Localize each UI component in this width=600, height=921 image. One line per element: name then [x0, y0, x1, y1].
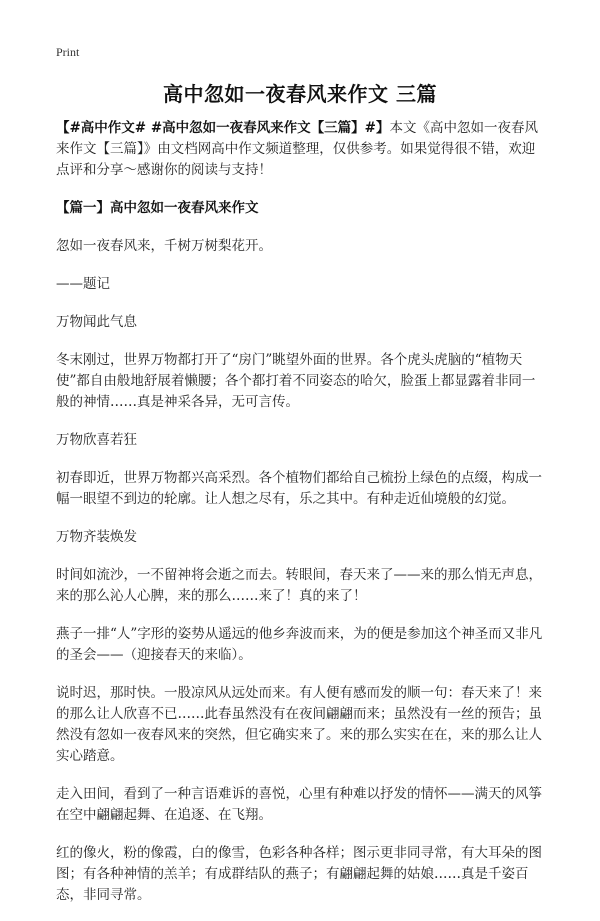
subheading: 万物齐装焕发 [56, 529, 137, 545]
document-body [56, 118, 546, 921]
body-paragraph: 说时迟，那时快。一股凉风从远处而来。有人便有感而发的顺一句：春天来了！来的那么让人欣喜不已……此春虽然没有在夜间翩翩而来；虽然没有一丝的预告；虽然没有忽如一夜春风来的突然，但它确实来了。来的那么实实在在，来的那么让人实心踏意。 [56, 685, 542, 764]
body-paragraph: 冬末刚过，世界万物都打开了“房门”眺望外面的世界。各个虎头虎脑的“植物天使”都自由般地舒展着懒腰；各个都打着不同姿态的哈欠，脸蛋上都显露着非同一般的神情……真是神采各异，无可言传。 [56, 352, 536, 410]
epigraph-attribution: ——题记 [56, 276, 110, 292]
body-paragraph: 时间如流沙，一不留神将会逝之而去。转眼间，春天来了——来的那么悄无声息，来的那么沁人心脾，来的那么……来了！真的来了！ [56, 567, 542, 604]
intro-paragraph [56, 118, 546, 181]
intro-text: 本文《高中忽如一夜春风来作文【三篇】》由文档网高中作文频道整理，仅供参考。如果觉得很不错，欢迎点评和分享～感谢你的阅读与支持！ [56, 120, 538, 178]
subheading: 万物闻此气息 [56, 314, 137, 330]
body-paragraph: 燕子一排“人”字形的姿势从遥远的他乡奔波而来，为的便是参加这个神圣而又非凡的圣会——（迎接春天的来临）。 [56, 626, 543, 663]
print-label: Print [56, 45, 80, 59]
body-paragraph: 初春即近，世界万物都兴高采烈。各个植物们都给自己梳扮上绿色的点缀，构成一幅一眼望不到边的轮廓。让人想之尽有，乐之其中。有种走近仙境般的幻觉。 [56, 470, 542, 507]
intro-tag: 【#高中作文# #高中忽如一夜春风来作文【三篇】#】 [56, 120, 390, 136]
body-paragraph: 忽如一夜春风来，千树万树梨花开。 [56, 238, 272, 254]
subheading: 万物欣喜若狂 [56, 432, 137, 448]
section-heading: 【篇一】高中忽如一夜春风来作文 [56, 200, 259, 216]
document-title: 高中忽如一夜春风来作文 三篇 [163, 82, 437, 106]
body-paragraph: 走入田间，看到了一种言语难诉的喜悦，心里有种难以抒发的情怀——满天的风筝在空中翩翩起舞、在追逐、在飞翔。 [56, 786, 542, 823]
body-paragraph: 红的像火，粉的像霞，白的像雪，色彩各种各样；图示更非同寻常，有大耳朵的图图；有各种神情的羔羊；有成群结队的燕子；有翩翩起舞的姑娘……真是千姿百态，非同寻常。 [56, 845, 542, 903]
